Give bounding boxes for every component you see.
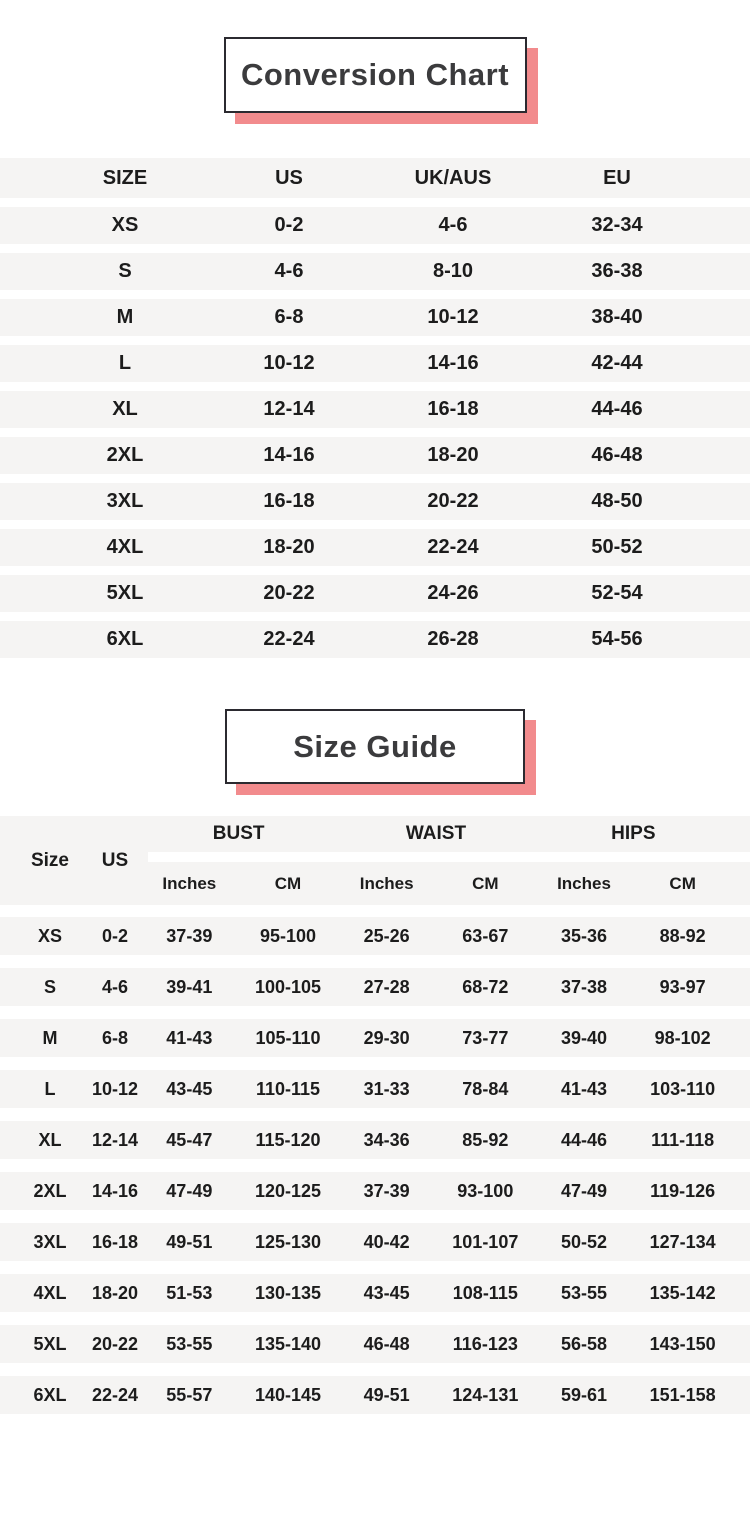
measurement-value: 53-55 [166, 1333, 213, 1354]
size-value: 32-34 [591, 214, 643, 236]
size-value: 10-12 [263, 352, 315, 374]
measurement-value: 47-49 [560, 1180, 608, 1201]
measurement-value: 41-43 [560, 1078, 608, 1099]
measurement-value: 110-115 [255, 1078, 321, 1099]
size-label: 5XL [106, 582, 144, 604]
measurement-value: 39-40 [560, 1027, 608, 1048]
measurement-value: 37-39 [363, 1180, 410, 1201]
measurement-value: 39-41 [166, 976, 213, 997]
size-value: 52-54 [591, 582, 643, 604]
measurement-value: 116-123 [452, 1333, 518, 1354]
size-label: XL [112, 398, 138, 420]
size-value: 20-22 [263, 582, 315, 604]
conversion-row-xs [0, 207, 750, 244]
measurement-value: 34-36 [363, 1129, 410, 1150]
measurement-value: 125-130 [254, 1231, 322, 1252]
measurement-value: 14-16 [91, 1180, 139, 1201]
size-value: 24-26 [427, 582, 479, 604]
conversion-table [0, 158, 750, 658]
measurement-value: 73-77 [462, 1027, 509, 1048]
measurement-value: 93-97 [659, 976, 706, 997]
size-value: 18-20 [427, 444, 479, 466]
conversion-row-5xl [0, 575, 750, 612]
measurement-value: 103-110 [650, 1078, 716, 1099]
size-value: 22-24 [427, 536, 479, 558]
measurement-value: 25-26 [363, 925, 410, 946]
measurement-value: 98-102 [654, 1027, 711, 1048]
size-label: 3XL [33, 1231, 67, 1252]
measurement-value: 151-158 [649, 1384, 716, 1405]
size-label: 3XL [106, 490, 144, 512]
size-guide-row-l [0, 1070, 750, 1108]
measurement-value: 16-18 [91, 1231, 139, 1252]
size-value: 18-20 [263, 536, 315, 558]
measurement-value: 135-142 [649, 1282, 716, 1303]
conversion-row-s [0, 253, 750, 290]
conversion-row-3xl [0, 483, 750, 520]
conversion-col-header: UK/AUS [414, 166, 492, 189]
size-value: 38-40 [591, 306, 643, 328]
size-label: 2XL [106, 444, 144, 466]
conversion-col-header: EU [603, 166, 631, 189]
size-value: 14-16 [427, 352, 479, 374]
size-guide-row-6xl [0, 1376, 750, 1414]
size-label: L [44, 1078, 56, 1099]
measurement-value: 127-134 [649, 1231, 716, 1252]
conversion-chart-title: Conversion Chart [240, 57, 510, 92]
measurement-value: 12-14 [91, 1129, 139, 1150]
size-label: XL [38, 1129, 62, 1150]
measurement-value: 108-115 [452, 1282, 518, 1303]
measurement-value: 124-131 [452, 1384, 519, 1405]
measurement-value: 100-105 [254, 976, 322, 997]
measurement-value: 40-42 [363, 1231, 410, 1252]
measurement-value: 85-92 [462, 1129, 509, 1150]
size-value: 48-50 [591, 490, 643, 512]
size-value: 10-12 [427, 306, 479, 328]
size-value: 6-8 [274, 306, 304, 328]
measurement-value: 49-51 [166, 1231, 213, 1252]
measurement-value: 31-33 [363, 1078, 410, 1099]
size-value: 16-18 [263, 490, 315, 512]
size-value: 8-10 [432, 260, 474, 282]
conversion-col-header: SIZE [102, 166, 148, 189]
size-guide-row-m [0, 1019, 750, 1057]
size-label: S [43, 976, 56, 997]
conversion-row-xl [0, 391, 750, 428]
measurement-value: 119-126 [650, 1180, 716, 1201]
us-column-header: US [101, 849, 129, 871]
size-value: 54-56 [591, 628, 643, 650]
size-guide-table [0, 816, 750, 1414]
measurement-value: 4-6 [101, 976, 128, 997]
measurement-value: 37-39 [166, 925, 213, 946]
measurement-value: 93-100 [457, 1180, 514, 1201]
measurement-value: 140-145 [254, 1384, 322, 1405]
measurement-value: 37-38 [560, 976, 608, 997]
size-column-header: Size [30, 849, 70, 871]
size-label: M [116, 306, 134, 328]
conversion-row-2xl [0, 437, 750, 474]
size-value: 16-18 [427, 398, 479, 420]
measurement-value: 50-52 [560, 1231, 608, 1252]
conversion-row-l [0, 345, 750, 382]
size-value: 14-16 [263, 444, 315, 466]
size-value: 22-24 [263, 628, 315, 650]
waist-group-header: WAIST [405, 823, 467, 844]
size-label: S [118, 260, 132, 282]
size-guide-row-xl [0, 1121, 750, 1159]
size-guide-row-xs [0, 917, 750, 955]
measurement-value: 51-53 [166, 1282, 213, 1303]
measurement-value: 49-51 [363, 1384, 410, 1405]
size-value: 12-14 [263, 398, 315, 420]
measurement-value: 41-43 [166, 1027, 213, 1048]
size-label: 4XL [33, 1282, 67, 1303]
measurement-value: 111-118 [651, 1129, 715, 1150]
size-guide-row-2xl [0, 1172, 750, 1210]
size-label: 5XL [33, 1333, 67, 1354]
size-label: 6XL [33, 1384, 67, 1405]
conversion-table-body [0, 207, 750, 658]
measurement-value: 35-36 [560, 925, 608, 946]
size-guide-table-body [0, 917, 750, 1414]
measurement-value: 143-150 [649, 1333, 716, 1354]
size-value: 44-46 [591, 398, 643, 420]
measurement-value: 0-2 [101, 925, 128, 946]
size-guide-row-5xl [0, 1325, 750, 1363]
hips-inches-header: Inches [557, 873, 611, 893]
hips-cm-header: CM [669, 873, 696, 893]
size-value: 0-2 [274, 214, 304, 236]
measurement-value: 29-30 [363, 1027, 410, 1048]
conversion-row-m [0, 299, 750, 336]
size-value: 50-52 [591, 536, 643, 558]
measurement-value: 43-45 [363, 1282, 410, 1303]
size-label: L [118, 352, 132, 374]
size-guide-title-box [225, 709, 525, 784]
size-value: 46-48 [591, 444, 643, 466]
measurement-value: 56-58 [560, 1333, 608, 1354]
measurement-value: 105-110 [255, 1027, 321, 1048]
measurement-value: 6-8 [101, 1027, 128, 1048]
conversion-row-4xl [0, 529, 750, 566]
waist-cm-header: CM [472, 873, 499, 893]
measurement-value: 20-22 [91, 1333, 139, 1354]
measurement-value: 53-55 [560, 1282, 608, 1303]
measurement-value: 46-48 [363, 1333, 410, 1354]
bust-cm-header: CM [274, 873, 302, 893]
measurement-value: 88-92 [659, 925, 706, 946]
measurement-value: 43-45 [166, 1078, 213, 1099]
measurement-value: 78-84 [462, 1078, 509, 1099]
measurement-value: 22-24 [91, 1384, 139, 1405]
bust-inches-header: Inches [162, 873, 217, 893]
size-guide-row-3xl [0, 1223, 750, 1261]
waist-inches-header: Inches [359, 873, 414, 893]
measurement-value: 45-47 [166, 1129, 213, 1150]
measurement-value: 120-125 [254, 1180, 322, 1201]
measurement-value: 27-28 [363, 976, 410, 997]
measurement-value: 10-12 [91, 1078, 139, 1099]
size-guide-header [0, 816, 750, 905]
size-value: 4-6 [274, 260, 304, 282]
size-label: 2XL [33, 1180, 67, 1201]
size-value: 20-22 [427, 490, 479, 512]
measurement-value: 44-46 [560, 1129, 608, 1150]
conversion-table-header-row [0, 158, 750, 198]
size-guide-row-s [0, 968, 750, 1006]
size-guide-row-4xl [0, 1274, 750, 1312]
size-label: XS [111, 214, 139, 236]
measurement-value: 115-120 [255, 1129, 321, 1150]
measurement-value: 95-100 [259, 925, 317, 946]
measurement-value: 18-20 [91, 1282, 139, 1303]
size-label: 6XL [106, 628, 144, 650]
hips-group-header: HIPS [611, 823, 656, 844]
header-divider [148, 852, 750, 862]
size-chart-page [0, 37, 750, 1414]
measurement-value: 63-67 [462, 925, 509, 946]
measurement-value: 47-49 [166, 1180, 213, 1201]
size-label: XS [37, 925, 62, 946]
measurement-value: 55-57 [166, 1384, 213, 1405]
measurement-value: 59-61 [560, 1384, 608, 1405]
measurement-value: 101-107 [452, 1231, 519, 1252]
size-value: 42-44 [591, 352, 643, 374]
measurement-value: 68-72 [462, 976, 509, 997]
conversion-row-6xl [0, 621, 750, 658]
measurement-value: 130-135 [254, 1282, 322, 1303]
bust-group-header: BUST [212, 823, 265, 844]
size-label: M [42, 1027, 58, 1048]
size-guide-title: Size Guide [293, 728, 457, 764]
measurement-value: 135-140 [254, 1333, 322, 1354]
conversion-chart-title-box [224, 37, 527, 113]
size-value: 26-28 [427, 628, 479, 650]
size-label: 4XL [106, 536, 144, 558]
size-value: 36-38 [591, 260, 643, 282]
size-value: 4-6 [438, 214, 468, 236]
conversion-col-header: US [275, 166, 303, 189]
